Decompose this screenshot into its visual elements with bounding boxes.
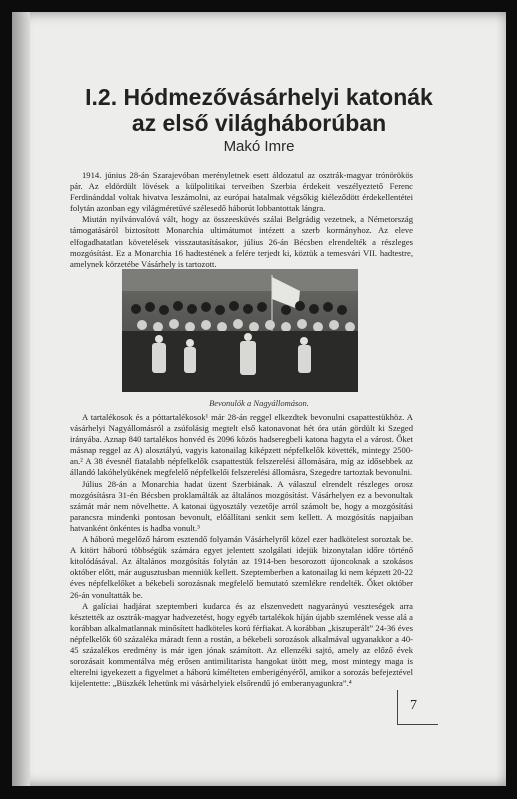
historical-photo: [122, 269, 358, 392]
paragraph: A galíciai hadjárat szeptemberi kudarca és az elszenvedett nagyarányú veszteségek arra késztették az osztrák-magyar hadvezetést, hogy egyéb tartalékok híján újabb szemlének vesse alá a korábban alkalmatlannak minősített hadköteles korú férfiakat. A korábban „kiszuperált” 24-36 éves népfelkelők 60 százaléka máradt fenn a rostán, a békebeli sorozások alkalmával ugyanakkor a 40-45 százalékos eredmény is már igen jónak számított. Az ellenzéki sajtó, amely az előző évek sorozásait kommentálva még erősen antimilitarista hangokat ütött meg, most mintegy maga is elterelni igyekezett a figyelmet a háború kímélteten emberigényéről, amikor a sorozás befejeztével kijelentette: „Büszkék lehetünk mi vásárhelyiek elsőrendű jó emberanyagunkra”.⁴: [70, 600, 413, 689]
chapter-title-line-2: az első világháborúban: [131, 110, 387, 136]
paragraph: A háború megelőző három esztendő folyamán Vásárhelyről közel ezer hadkötelest soroztak be. A kitört háború többségük számára egyet jelentett szolgálati idejük bizonytalan időre történő kitolódásával. Az általános mozgósítás folytán az 1914-ben besorozott újoncoknak a szokásos október előtt, már augusztusban menniük kellett. Szeptemberben a katonailag ki nem képzett 20-22 éves népfelkelőket a békebeli sorozásnak megfelelő bemutató szemlékre rendelték. Őket október 26-án vonultatták be.: [70, 534, 413, 600]
crowd-photo-illustration: [122, 269, 358, 392]
paragraph: A tartalékosok és a póttartalékosok¹ már 28-án reggel elkezdtek bevonulni csapattestükhöz. A vásárhelyi Nagyállomásról a zsúfolásig megtelt első katonavonat hét óra után gördült ki Szeged irányába. Aznap 840 tartalékos honvéd és 2096 közös hadseregbeli katona hagyta el a várost. Őket másnap reggel az A) alosztályú, vagyis katonailag kiképzett népfelkelők követték, mintegy 2500-an.² A 38 évesnél fiatalabb népfelkelők csapattestük felszerelési állomására, míg az idősebbek az állandó lakóhelyükének megfelelő népfelkelői felszerelési állomásra, Szegedre tartoztak bevonulni.: [70, 412, 413, 478]
intro-text: [70, 170, 413, 270]
paragraph: 1914. június 28-án Szarajevóban merényletnek esett áldozatul az osztrák-magyar trónörökös pár. Az eldördült lövések a külpolitikai terveiben Szerbia érdekeit veszélyeztető Ferenc Ferdinánddal voltak hivatva leszámolni, az európai hatalmak végsőkig kiéleződött érdekellentétei folytán azonban egy világméretűvé szélesedő háborút lobbantottak lángra.: [70, 170, 413, 214]
body-text: [70, 412, 413, 689]
page-number: 7: [410, 698, 417, 713]
paragraph: Miután nyilvánvalóvá vált, hogy az összeesküvés szálai Belgrádig vezetnek, a Németország támogatásáról biztosított Monarchia ultimátumot intézett a szerb kormányhoz. Az eleve elfogadhatatlan követelések visszautasításakor, július 26-án Bécsben elrendelték a részleges mozgósítást. Ez a Monarchia 16 hadtestének a felére terjedt ki, köztük a temesvári VII. hadtestre, amelynek körzetébe Vásárhely is tartozott.: [70, 214, 413, 269]
book-page: [12, 12, 506, 786]
page-number-frame: [397, 690, 438, 725]
chapter-title: [12, 84, 506, 136]
photo-caption: Bevonulók a Nagyállomáson.: [209, 398, 309, 408]
author-name: Makó Imre: [223, 138, 295, 155]
paragraph: Július 28-án a Monarchia hadat üzent Szerbiának. A válaszul elrendelt részleges orosz mozgósításra 31-én Bécsben proklamálták az általános mozgósítást. Vásárhelyen ez a bevonultak számát már nem növelhette. A katonai ügyosztály vezetője arról számolt be, hogy a mozgósítási parancsra mindenki pontosan bevonult, előállítani senkit sem kellett. A mozgósítás napjaiban hatvanként önkéntes is hadba vonult.³: [70, 478, 413, 533]
chapter-title-line-1: I.2. Hódmezővásárhelyi katonák: [85, 84, 433, 110]
